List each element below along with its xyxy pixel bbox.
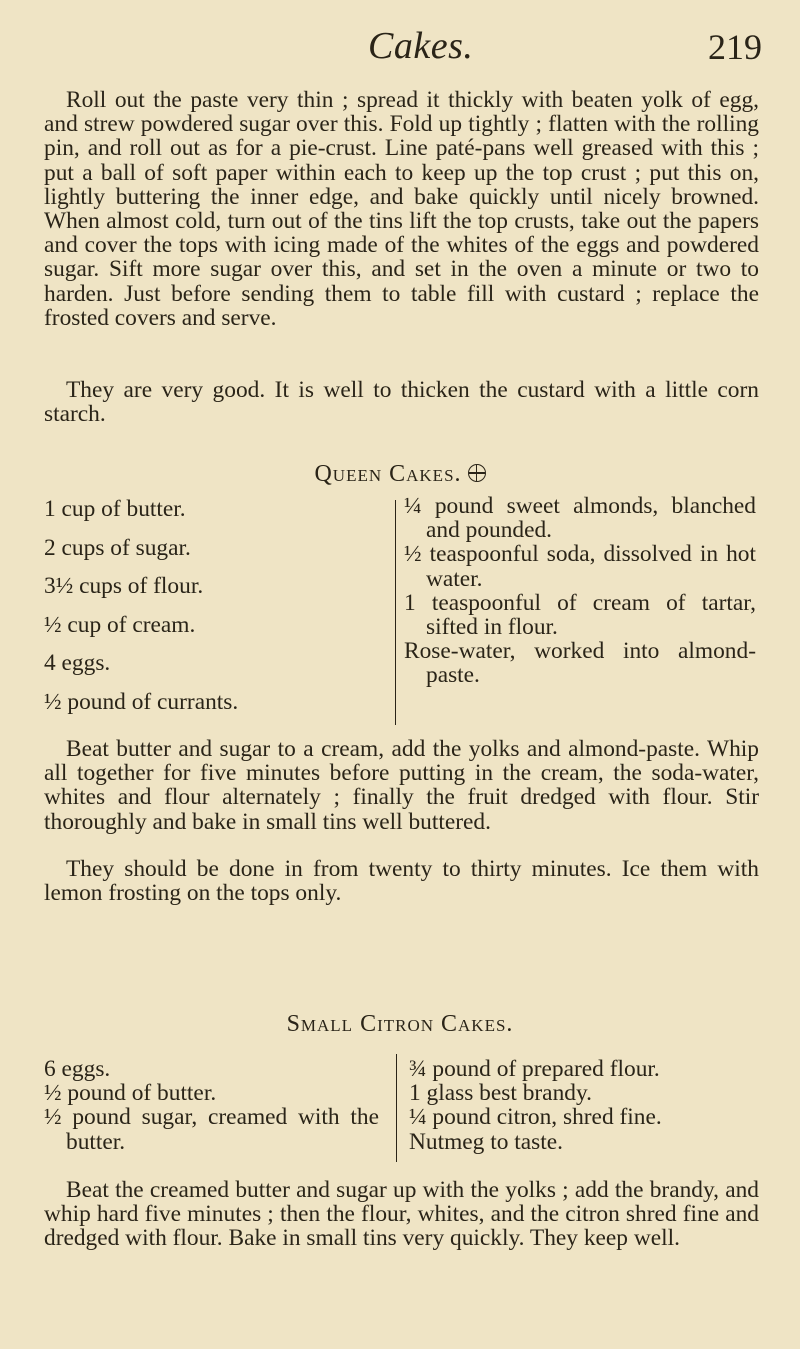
ingredient-item: ½ pound of butter. [44,1080,217,1107]
citron-cakes-directions: Beat the creamed butter and sugar up with the yolks ; add the brandy, and whip hard five minutes ; then the flour, whites, and the citron shred fine and dredged with flour. Bake in small tins very quickly. They keep well. [44,1177,759,1252]
ingredient-item: ½ pound sugar, creamed with the butter. [44,1104,379,1155]
running-title: Cakes. [368,25,474,67]
citron-cakes-ingredients-left [44,1057,379,1154]
queen-cakes-title: Queen Cakes. [314,461,462,487]
ingredient-item: ½ pound of currants. [44,688,239,715]
ingredient-item: 1 teaspoonful of cream of tartar, sifted in flour. [404,589,756,641]
ingredient-item: 6 eggs. [44,1056,111,1082]
queen-cakes-heading [0,461,800,488]
ingredient-item: ½ cup of cream. [44,611,196,638]
small-citron-cakes-title: Small Citron Cakes. [286,1011,514,1037]
ingredient-item: 2 cups of sugar. [44,534,191,561]
ingredient-item: ¼ pound sweet almonds, blanched and pounded. [404,493,756,544]
page-number: 219 [708,27,762,67]
ingredient-item: 1 glass best brandy. [409,1080,592,1107]
ingredient-item: ¾ pound of prepared flour. [409,1056,660,1082]
column-divider [396,1054,397,1162]
queen-cakes-ingredients-left [44,496,344,728]
ingredient-item: Rose-water, worked into almond-paste. [404,638,756,689]
cross-circle-icon [468,464,486,482]
page-header [0,14,800,74]
small-citron-cakes-heading [0,1011,800,1038]
intro-paragraph: Roll out the paste very thin ; spread it thickly with beaten yolk of egg, and strew powdered sugar over this. Fold up tightly ; flatten with the rolling pin, and roll out as for a pie-crust. Line paté-pans well greased with this ; put a ball of soft paper within each to keep up the top crust ; put this on, lightly buttering the inner edge, and bake quickly until nicely browned. When almost cold, turn out of the tins lift the top crusts, take out the papers and cover the tops with icing made of the whites of the eggs and powdered sugar. Sift more sugar over this, and set in the oven a minute or two to harden. Just before sending them to table fill with custard ; replace the frosted covers and serve. [44,87,759,331]
citron-cakes-ingredients-right [409,1057,761,1154]
ingredient-item: ¼ pound citron, shred fine. [409,1104,662,1131]
ingredient-item: Nutmeg to taste. [409,1128,563,1155]
ingredient-item: 4 eggs. [44,650,111,677]
ingredient-item: ½ teaspoonful soda, dissolved in hot water. [404,541,756,592]
queen-cakes-directions: Beat butter and sugar to a cream, add the yolks and almond-paste. Whip all together for five minutes before putting in the cream, the soda-water, whites and flour alternately ; finally the fruit dredged with flour. Stir thoroughly and bake in small tins well buttered. [44,736,759,835]
column-divider [395,500,396,725]
intro-paragraph-note: They are very good. It is well to thicken the custard with a little corn starch. [44,377,759,428]
ingredient-item: 3½ cups of flour. [44,573,204,600]
queen-cakes-ingredients-right [404,494,756,688]
queen-cakes-directions-note: They should be done in from twenty to thirty minutes. Ice them with lemon frosting on the tops only. [44,856,759,907]
ingredient-item: 1 cup of butter. [44,496,186,522]
